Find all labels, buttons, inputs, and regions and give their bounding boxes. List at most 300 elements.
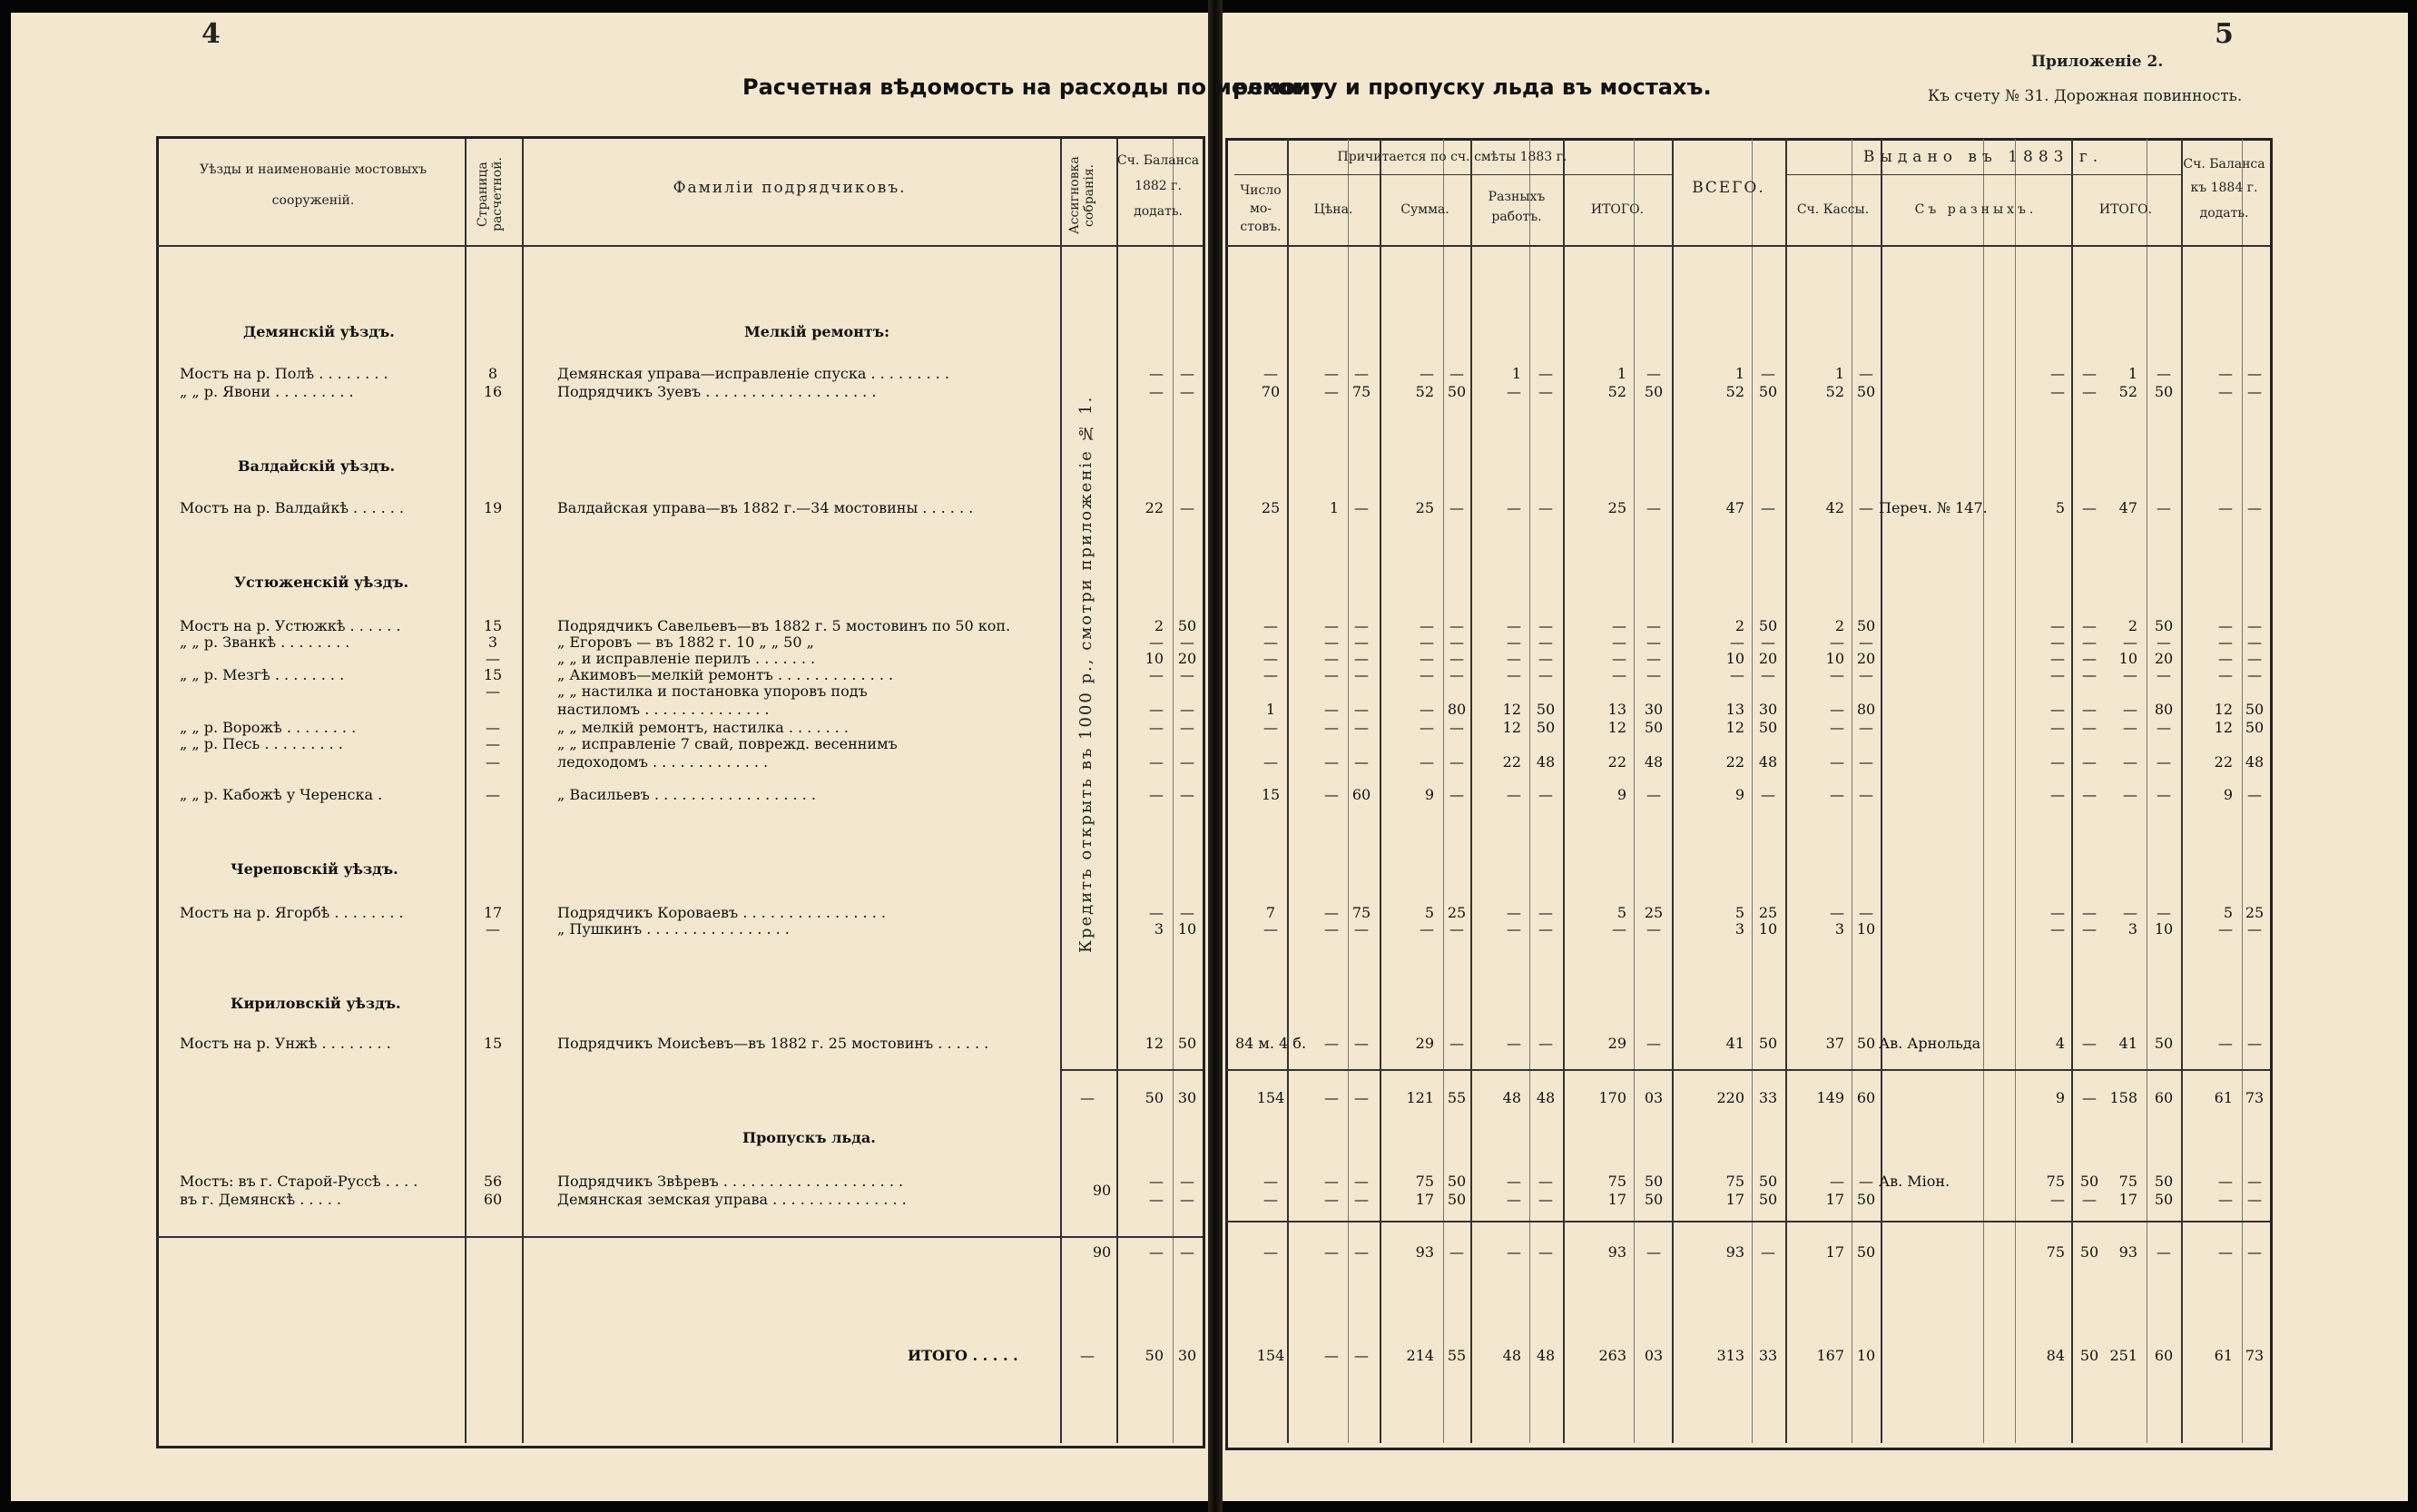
ice-subtotal-total-rub: 93 (1607, 1243, 1626, 1261)
row-15-total-issued-rub: 41 (2118, 1035, 2137, 1052)
column-rule-right-12 (1881, 139, 1882, 1443)
row-9-cash-rub: — (1830, 719, 1844, 736)
row-2-bal82-rub: 22 (1145, 499, 1164, 516)
ice-row-1-bal82-rub: — (1149, 1191, 1164, 1208)
ice-row-0-various-kop: — (1538, 1173, 1553, 1190)
ice-row-0-all-rub: 75 (1725, 1173, 1744, 1190)
row-11-various-issued-kop: — (2082, 753, 2097, 771)
row-8-various-issued-rub: — (2050, 701, 2065, 718)
row-9-bal84-kop: 50 (2245, 719, 2265, 736)
row-6-cash-kop: — (1859, 666, 1873, 683)
row-14-sum-kop: — (1449, 920, 1464, 938)
row-0-page: 8 (487, 365, 498, 382)
row-14-sum-rub: — (1420, 920, 1434, 938)
grand-total-various-issued-kop: 50 (2079, 1347, 2099, 1364)
row-9-bal84-rub: 12 (2214, 719, 2233, 736)
row-11-page: — (486, 753, 500, 771)
row-3-bal82-rub: 2 (1154, 617, 1164, 634)
header-sum: Сумма. (1400, 202, 1449, 217)
ice-row-1-sum-rub: 17 (1415, 1191, 1434, 1208)
row-11-all-rub: 22 (1725, 753, 1744, 771)
ice-subtotal-price-kop: — (1354, 1243, 1369, 1261)
ice-subtotal-bal82-rub: — (1149, 1243, 1164, 1261)
subtotal-bal82-kop: 30 (1177, 1089, 1197, 1106)
row-8-bal84-rub: 12 (2214, 701, 2233, 718)
row-5-all-kop: 20 (1758, 650, 1778, 667)
header-sub-rule-due (1234, 174, 1672, 175)
row-2-various-rub: — (1507, 499, 1521, 516)
row-15-various-kop: — (1538, 1035, 1553, 1052)
row-12-total-issued-rub: — (2123, 786, 2137, 803)
row-6-total-rub: — (1612, 666, 1626, 683)
ice-subtotal-total-issued-kop: — (2157, 1243, 2171, 1261)
ice-subtotal-count: — (1263, 1243, 1278, 1261)
subtotal-various-rub: 48 (1502, 1089, 1521, 1106)
row-13-bridge-name: Мостъ на р. Ягорбѣ . . . . . . . . (180, 904, 404, 921)
title-part-1: Расчетная вѣдомость на расходы по мелкому (742, 74, 1324, 100)
row-1-total-rub: 52 (1607, 383, 1626, 400)
subtotal-various-kop: 48 (1536, 1089, 1556, 1106)
row-8-count: 1 (1265, 701, 1276, 718)
column-rule-left-2 (1060, 139, 1062, 1443)
row-13-cash-kop: — (1859, 904, 1873, 921)
row-0-total-issued-rub: 1 (2127, 365, 2137, 382)
ice-row-0-price-rub: — (1324, 1173, 1339, 1190)
row-8-sum-rub: — (1420, 701, 1434, 718)
grand-total-total-issued-kop: 60 (2154, 1347, 2174, 1364)
row-4-various-issued-kop: — (2082, 633, 2097, 651)
ice-subtotal-various-issued-kop: 50 (2079, 1243, 2099, 1261)
subtotal-total-issued-rub: 158 (2109, 1089, 2137, 1106)
row-8-sum-kop: 80 (1447, 701, 1467, 718)
row-0-bridge-name: Мостъ на р. Полѣ . . . . . . . . (180, 365, 388, 382)
row-6-price-rub: — (1324, 666, 1339, 683)
row-12-cash-kop: — (1859, 786, 1873, 803)
row-8-bal84-kop: 50 (2245, 701, 2265, 718)
page-number-right: 5 (2215, 18, 2234, 50)
row-4-contractor: „ Егоровъ — въ 1882 г. 10 „ „ 50 „ (557, 633, 814, 651)
subsection-ice: Пропускъ льда. (742, 1129, 876, 1146)
row-3-cash-kop: 50 (1856, 617, 1876, 634)
ice-total-rule-left (156, 1236, 1203, 1238)
row-2-sum-rub: 25 (1415, 499, 1434, 516)
row-14-cash-kop: 10 (1856, 920, 1876, 938)
row-15-various-issued-kop: — (2082, 1035, 2097, 1052)
row-11-all-kop: 48 (1758, 753, 1778, 771)
row-6-bridge-name: „ „ р. Мезгѣ . . . . . . . . (180, 666, 345, 683)
row-8-all-rub: 13 (1725, 701, 1744, 718)
section-label-4: Кириловскій уѣздъ. (231, 995, 401, 1012)
header-page: Страница расчетной. (476, 157, 505, 231)
appendix-label: Приложеніе 2. (2031, 53, 2164, 71)
ice-row-1-price-rub: — (1324, 1191, 1339, 1208)
ice-row-1-all-kop: 50 (1758, 1191, 1778, 1208)
ice-subtotal-total-kop: — (1646, 1243, 1661, 1261)
row-2-total-issued-rub: 47 (2118, 499, 2137, 516)
ice-subtotal-cash-rub: 17 (1825, 1243, 1844, 1261)
row-14-count: — (1263, 920, 1278, 938)
grand-total-count: 154 (1256, 1347, 1285, 1364)
row-1-price-kop: 75 (1351, 383, 1371, 400)
ice-row-1-various-issued-kop: — (2082, 1191, 2097, 1208)
grand-total-assignment: — (1080, 1347, 1095, 1364)
row-15-bal84-rub: — (2218, 1035, 2233, 1052)
row-4-bal82-kop: — (1180, 633, 1194, 651)
row-2-sum-kop: — (1449, 499, 1464, 516)
row-4-bal84-rub: — (2218, 633, 2233, 651)
row-4-total-issued-kop: — (2157, 633, 2171, 651)
row-11-contractor: ледоходомъ . . . . . . . . . . . . . (557, 753, 769, 771)
row-3-sum-rub: — (1420, 617, 1434, 634)
row-8-various-kop: 50 (1536, 701, 1556, 718)
row-11-price-rub: — (1324, 753, 1339, 771)
grand-total-price-rub: — (1324, 1347, 1339, 1364)
row-13-bal82-rub: — (1149, 904, 1164, 921)
row-11-bal84-rub: 22 (2214, 753, 2233, 771)
header-count-3: стовъ. (1240, 220, 1282, 234)
row-9-various-issued-rub: — (2050, 719, 2065, 736)
header-assignment: Ассигновка собранія. (1067, 156, 1096, 234)
row-15-total-rub: 29 (1607, 1035, 1626, 1052)
row-4-price-rub: — (1324, 633, 1339, 651)
row-1-page: 16 (483, 383, 503, 400)
book-spine (1208, 0, 1223, 1512)
row-12-price-rub: — (1324, 786, 1339, 803)
row-14-all-rub: 3 (1734, 920, 1744, 938)
row-0-cash-rub: 1 (1834, 365, 1844, 382)
row-13-various-issued-kop: — (2082, 904, 2097, 921)
row-14-contractor: „ Пушкинъ . . . . . . . . . . . . . . . . (557, 920, 790, 938)
row-8-total-issued-rub: — (2123, 701, 2137, 718)
column-rule-right-7 (1634, 139, 1635, 1443)
row-2-count: 25 (1261, 499, 1281, 516)
row-14-total-rub: — (1612, 920, 1626, 938)
row-0-bal84-kop: — (2247, 365, 2262, 382)
row-15-page: 15 (483, 1035, 503, 1052)
row-2-various-issued-rub: 5 (2055, 499, 2065, 516)
row-6-contractor: „ Акимовъ—мелкій ремонтъ . . . . . . . . . . . . . (557, 666, 894, 683)
row-8-total-rub: 13 (1607, 701, 1626, 718)
section-label-1: Валдайскій уѣздъ. (238, 457, 396, 475)
row-12-sum-kop: — (1449, 786, 1464, 803)
row-9-various-issued-kop: — (2082, 719, 2097, 736)
row-11-count: — (1263, 753, 1278, 771)
subtotal-total-rub: 170 (1598, 1089, 1626, 1106)
row-0-count: — (1263, 365, 1278, 382)
row-2-bridge-name: Мостъ на р. Валдайкѣ . . . . . . (180, 499, 404, 516)
row-4-sum-rub: — (1420, 633, 1434, 651)
header-rule-right (1225, 245, 2270, 247)
row-9-total-kop: 50 (1644, 719, 1664, 736)
row-9-various-kop: 50 (1536, 719, 1556, 736)
ice-row-0-sum-kop: 50 (1447, 1173, 1467, 1190)
row-2-contractor: Валдайская управа—въ 1882 г.—34 мостовины . . . . . . (557, 499, 974, 516)
row-13-page: 17 (483, 904, 503, 921)
column-rule-left-4 (1173, 139, 1174, 1443)
row-3-various-rub: — (1507, 617, 1521, 634)
row-11-bal82-kop: — (1180, 753, 1194, 771)
row-11-sum-kop: — (1449, 753, 1464, 771)
row-5-bal84-rub: — (2218, 650, 2233, 667)
row-8-cash-kop: 80 (1856, 701, 1876, 718)
row-12-page: — (486, 786, 500, 803)
row-1-various-issued-rub: — (2050, 383, 2065, 400)
row-8-cash-rub: — (1830, 701, 1844, 718)
row-15-bal84-kop: — (2247, 1035, 2262, 1052)
row-13-total-issued-kop: — (2157, 904, 2171, 921)
ice-row-0-count: — (1263, 1173, 1278, 1190)
grand-total-sum-kop: 55 (1447, 1347, 1467, 1364)
row-6-various-issued-rub: — (2050, 666, 2065, 683)
row-12-all-kop: — (1761, 786, 1775, 803)
row-0-bal82-rub: — (1149, 365, 1164, 382)
row-0-total-rub: 1 (1616, 365, 1626, 382)
row-1-cash-kop: 50 (1856, 383, 1876, 400)
column-rule-right-5 (1529, 139, 1530, 1443)
ice-subtotal-bal84-kop: — (2247, 1243, 2262, 1261)
row-1-bal82-rub: — (1149, 383, 1164, 400)
ice-row-0-total-kop: 50 (1644, 1173, 1664, 1190)
section-label-0: Демянскій уѣздъ. (243, 323, 395, 340)
row-5-all-rub: 10 (1725, 650, 1744, 667)
ice-row-0-bal84-kop: — (2247, 1173, 2262, 1190)
row-2-price-rub: 1 (1329, 499, 1339, 516)
row-14-price-kop: — (1354, 920, 1369, 938)
row-4-total-kop: — (1646, 633, 1661, 651)
row-5-various-rub: — (1507, 650, 1521, 667)
row-12-bal82-kop: — (1180, 786, 1194, 803)
row-14-bal82-kop: 10 (1177, 920, 1197, 938)
ice-row-0-various-rub: — (1507, 1173, 1521, 1190)
row-2-bal84-kop: — (2247, 499, 2262, 516)
row-1-bal82-kop: — (1180, 383, 1194, 400)
row-9-total-rub: 12 (1607, 719, 1626, 736)
row-10-bridge-name: „ „ р. Песь . . . . . . . . . (180, 735, 343, 752)
row-8-various-issued-kop: — (2082, 701, 2097, 718)
header-various-2: работъ. (1491, 210, 1542, 224)
row-2-cash-rub: 42 (1825, 499, 1844, 516)
row-0-cash-kop: — (1859, 365, 1873, 382)
row-5-bal82-rub: 10 (1145, 650, 1164, 667)
subtotal-bal82-rub: 50 (1145, 1089, 1164, 1106)
row-3-sum-kop: — (1449, 617, 1464, 634)
row-3-various-issued-kop: — (2082, 617, 2097, 634)
row-14-various-issued-rub: — (2050, 920, 2065, 938)
grand-total-total-rub: 263 (1598, 1347, 1626, 1364)
row-5-various-issued-kop: — (2082, 650, 2097, 667)
ice-subtotal-all-rub: 93 (1725, 1243, 1744, 1261)
header-balance-1884-2: къ 1884 г. (2190, 181, 2258, 195)
grand-total-total-issued-rub: 251 (2109, 1347, 2137, 1364)
row-5-count: — (1263, 650, 1278, 667)
row-11-various-rub: 22 (1502, 753, 1521, 771)
row-6-cash-rub: — (1830, 666, 1844, 683)
subtotal-various-issued-kop: — (2082, 1089, 2097, 1106)
row-15-cash-rub: 37 (1825, 1035, 1844, 1052)
row-9-bridge-name: „ „ р. Ворожѣ . . . . . . . . (180, 719, 357, 736)
row-3-price-kop: — (1354, 617, 1369, 634)
header-uezd-2: сооруженій. (271, 193, 355, 208)
row-9-all-rub: 12 (1725, 719, 1744, 736)
row-14-various-rub: — (1507, 920, 1521, 938)
row-1-bal84-rub: — (2218, 383, 2233, 400)
ice-row-1-count: — (1263, 1191, 1278, 1208)
row-6-total-kop: — (1646, 666, 1661, 683)
row-4-all-kop: — (1761, 633, 1775, 651)
row-3-all-kop: 50 (1758, 617, 1778, 634)
row-14-page: — (486, 920, 500, 938)
row-0-sum-kop: — (1449, 365, 1464, 382)
row-1-total-kop: 50 (1644, 383, 1664, 400)
row-6-total-issued-kop: — (2157, 666, 2171, 683)
row-5-sum-rub: — (1420, 650, 1434, 667)
subtotal-rule-right (1225, 1069, 2270, 1071)
row-12-bridge-name: „ „ р. Кабожѣ у Черенска . (180, 786, 383, 803)
row-4-total-issued-rub: — (2123, 633, 2137, 651)
row-1-bal84-kop: — (2247, 383, 2262, 400)
grand-total-various-rub: 48 (1502, 1347, 1521, 1364)
ice-row-1-various-kop: — (1538, 1191, 1553, 1208)
row-2-page: 19 (483, 499, 503, 516)
row-3-total-issued-rub: 2 (2127, 617, 2137, 634)
row-15-total-issued-kop: 50 (2154, 1035, 2174, 1052)
row-4-various-rub: — (1507, 633, 1521, 651)
row-6-price-kop: — (1354, 666, 1369, 683)
subtotal-all-rub: 220 (1716, 1089, 1744, 1106)
row-4-cash-rub: — (1830, 633, 1844, 651)
row-2-price-kop: — (1354, 499, 1369, 516)
title-part-2: ремонту и пропуску льда въ мостахъ. (1233, 74, 1712, 100)
row-5-bal84-kop: — (2247, 650, 2262, 667)
row-15-bal82-rub: 12 (1145, 1035, 1164, 1052)
row-12-contractor: „ Васильевъ . . . . . . . . . . . . . . . . . . (557, 786, 816, 803)
row-9-price-rub: — (1324, 719, 1339, 736)
row-11-price-kop: — (1354, 753, 1369, 771)
row-4-various-kop: — (1538, 633, 1553, 651)
row-2-total-rub: 25 (1607, 499, 1626, 516)
row-9-contractor: „ „ мелкій ремонтъ, настилка . . . . . . . (557, 719, 849, 736)
row-0-sum-rub: — (1420, 365, 1434, 382)
ice-row-0-cash-rub: — (1830, 1173, 1844, 1190)
ice-row-1-total-kop: 50 (1644, 1191, 1664, 1208)
row-13-cash-rub: — (1830, 904, 1844, 921)
row-8-price-kop: — (1354, 701, 1369, 718)
row-4-all-rub: — (1730, 633, 1744, 651)
ice-row-1-total-issued-kop: 50 (2154, 1191, 2174, 1208)
row-3-page: 15 (483, 617, 503, 634)
row-14-cash-rub: 3 (1834, 920, 1844, 938)
row-0-total-kop: — (1646, 365, 1661, 382)
subsection-small-repair: Мелкій ремонтъ: (744, 323, 889, 340)
row-3-various-issued-rub: — (2050, 617, 2065, 634)
subtotal-total-kop: 03 (1644, 1089, 1664, 1106)
row-1-various-issued-kop: — (2082, 383, 2097, 400)
header-all-total: ВСЕГО. (1692, 179, 1765, 197)
grand-total-cash-kop: 10 (1856, 1347, 1876, 1364)
row-12-price-kop: 60 (1351, 786, 1371, 803)
row-5-bal82-kop: 20 (1177, 650, 1197, 667)
row-5-page: — (486, 650, 500, 667)
ice-subtotal-bal84-rub: — (2218, 1243, 2233, 1261)
row-13-bal84-rub: 5 (2223, 904, 2233, 921)
header-total-due: ИТОГО. (1590, 202, 1645, 217)
row-12-total-rub: 9 (1616, 786, 1626, 803)
grand-total-all-rub: 313 (1716, 1347, 1744, 1364)
grand-total-sum-rub: 214 (1406, 1347, 1434, 1364)
grand-total-various-kop: 48 (1536, 1347, 1556, 1364)
ice-row-0-cash-kop: — (1859, 1173, 1873, 1190)
ice-subtotal-sum-rub: 93 (1415, 1243, 1434, 1261)
row-15-all-rub: 41 (1725, 1035, 1744, 1052)
row-6-page: 15 (483, 666, 503, 683)
row-0-various-rub: 1 (1511, 365, 1521, 382)
ice-row-0-total-issued-rub: 75 (2118, 1173, 2137, 1190)
ice-assignment: 90 (1092, 1182, 1112, 1199)
row-5-total-issued-rub: 10 (2118, 650, 2137, 667)
row-0-various-kop: — (1538, 365, 1553, 382)
row-15-various-rub: — (1507, 1035, 1521, 1052)
ice-row-0-total-rub: 75 (1607, 1173, 1626, 1190)
row-11-sum-rub: — (1420, 753, 1434, 771)
ice-row-0-sum-rub: 75 (1415, 1173, 1434, 1190)
row-5-cash-kop: 20 (1856, 650, 1876, 667)
row-15-cash-kop: 50 (1856, 1035, 1876, 1052)
row-2-bal84-rub: — (2218, 499, 2233, 516)
row-0-contractor: Демянская управа—исправленіе спуска . . . . . . . . . (557, 365, 949, 382)
ice-row-0-page: 56 (483, 1173, 503, 1190)
grand-total-various-issued-rub: 84 (2046, 1347, 2065, 1364)
header-balance-1882-1: Сч. Баланса (1116, 153, 1200, 168)
row-5-total-issued-kop: 20 (2154, 650, 2174, 667)
grand-total-bal82-kop: 30 (1177, 1347, 1197, 1364)
row-13-bal84-kop: 25 (2245, 904, 2265, 921)
row-0-all-kop: — (1761, 365, 1775, 382)
ice-row-0-bal84-rub: — (2218, 1173, 2233, 1190)
ice-subtotal-various-issued-rub: 75 (2046, 1243, 2065, 1261)
row-9-cash-kop: — (1859, 719, 1873, 736)
row-12-total-kop: — (1646, 786, 1661, 803)
column-rule-left-1 (522, 139, 524, 1443)
row-12-bal84-rub: 9 (2223, 786, 2233, 803)
row-3-bal84-kop: — (2247, 617, 2262, 634)
row-2-various-source: Переч. № 147. (1879, 499, 1988, 516)
row-4-count: — (1263, 633, 1278, 651)
row-14-bal84-kop: — (2247, 920, 2262, 938)
subtotal-assignment: — (1080, 1089, 1095, 1106)
ice-row-1-bal84-rub: — (2218, 1191, 2233, 1208)
header-total-issued: ИТОГО. (2098, 202, 2153, 217)
row-4-cash-kop: — (1859, 633, 1873, 651)
row-6-bal84-kop: — (2247, 666, 2262, 683)
row-11-total-rub: 22 (1607, 753, 1626, 771)
grand-total-bal84-rub: 61 (2214, 1347, 2233, 1364)
row-15-count: 84 м. 4 б. (1234, 1035, 1307, 1052)
ice-row-1-contractor: Демянская земская управа . . . . . . . . . . . . . . . (557, 1191, 907, 1208)
row-8-bal82-kop: — (1180, 701, 1194, 718)
credit-note: Кредитъ открыть въ 1000 р., смотри приложеніе № 1. (1076, 395, 1096, 953)
row-1-total-issued-rub: 52 (2118, 383, 2137, 400)
row-5-total-rub: — (1612, 650, 1626, 667)
header-various-1: Разныхъ (1488, 190, 1546, 204)
ice-row-1-page: 60 (483, 1191, 503, 1208)
row-9-bal82-rub: — (1149, 719, 1164, 736)
ice-row-0-total-issued-kop: 50 (2154, 1173, 2174, 1190)
row-11-total-issued-rub: — (2123, 753, 2137, 771)
header-contractors: Фамиліи подрядчиковъ. (673, 179, 907, 197)
ice-row-1-cash-rub: 17 (1825, 1191, 1844, 1208)
row-9-page: — (486, 719, 500, 736)
ice-row-0-various-issued-kop: 50 (2079, 1173, 2099, 1190)
